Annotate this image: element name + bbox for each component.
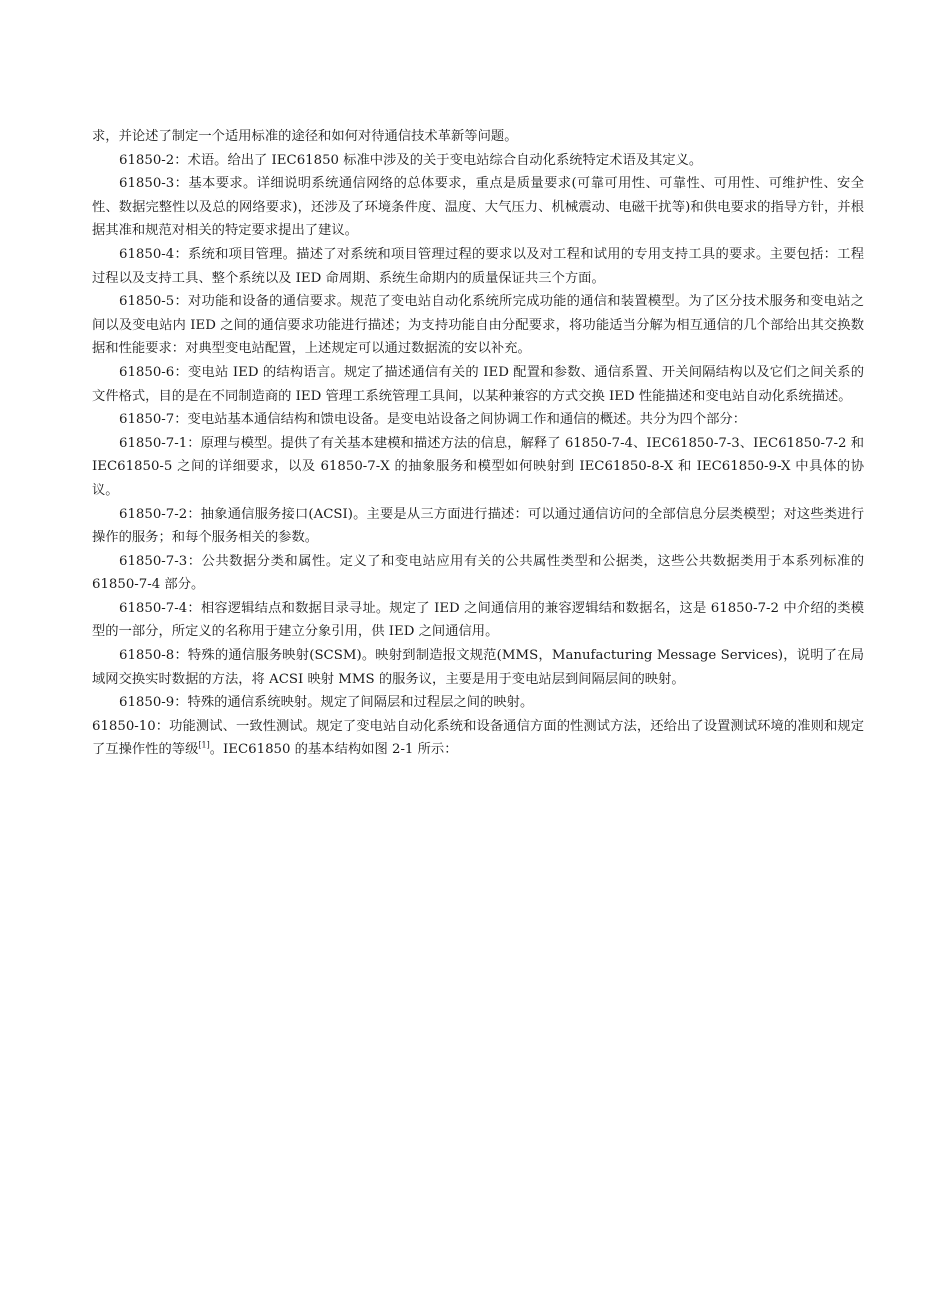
paragraph-61850-7-1: 61850-7-1：原理与模型。提供了有关基本建模和描述方法的信息，解释了 61850-7-4、IEC61850-7-3、IEC61850-7-2 和 IEC61850-5 之间的详细要求，以及 61850-7-X 的抽象服务和模型如何映射到 IEC61850-8-X 和 IEC61850-9-X 中具体的协议。 xyxy=(92,435,864,498)
paragraph-intro-tail: 求，并论述了制定一个适用标准的途径和如何对待通信技术革新等问题。 xyxy=(92,129,518,144)
paragraph-61850-3: 61850-3：基本要求。详细说明系统通信网络的总体要求，重点是质量要求(可靠可用性、可靠性、可用性、可维护性、安全性、数据完整性以及总的网络要求)，还涉及了环境条件度、温度、大气压力、机械震动、电磁干扰等)和供电要求的指导方针，并根据其准和规范对相关的特定要求提出了建议。 xyxy=(92,176,864,239)
citation-reference[interactable]: [1] xyxy=(198,741,210,751)
paragraph-61850-7: 61850-7：变电站基本通信结构和馈电设备。是变电站设备之间协调工作和通信的概述。共分为四个部分： xyxy=(119,412,747,428)
paragraph-61850-2: 61850-2：术语。给出了 IEC61850 标准中涉及的关于变电站综合自动化系统特定术语及其定义。 xyxy=(119,152,703,168)
paragraph-61850-9: 61850-9：特殊的通信系统映射。规定了间隔层和过程层之间的映射。 xyxy=(119,695,534,711)
paragraph-61850-5: 61850-5：对功能和设备的通信要求。规范了变电站自动化系统所完成功能的通信和装置模型。为了区分技术服务和变电站之间以及变电站内 IED 之间的通信要求功能进行描述；为支持功能自由分配要求，将功能适当分解为相互通信的几个部给出其交换数据和性能要求：对典型变电站配置，上述规定可以通过数据流的安以补充。 xyxy=(92,294,864,357)
paragraph-61850-10-tail: 。IEC61850 的基本结构如图 2-1 所示： xyxy=(209,742,458,758)
paragraph-61850-8: 61850-8：特殊的通信服务映射(SCSM)。映射到制造报文规范(MMS，Manufacturing Message Services)，说明了在局域网交换实时数据的方法，将 ACSI 映射 MMS 的服务议，主要是用于变电站层到间隔层间的映射。 xyxy=(92,648,864,687)
paragraph-61850-7-3: 61850-7-3：公共数据分类和属性。定义了和变电站应用有关的公共属性类型和公据类，这些公共数据类用于本系列标准的 61850-7-4 部分。 xyxy=(92,553,864,593)
paragraph-61850-7-2: 61850-7-2：抽象通信服务接口(ACSI)。主要是从三方面进行描述：可以通过通信访问的全部信息分层类模型；对这些类进行操作的服务；和每个服务相关的参数。 xyxy=(92,506,864,546)
paragraph-61850-6: 61850-6：变电站 IED 的结构语言。规定了描述通信有关的 IED 配置和参数、通信系置、开关间隔结构以及它们之间关系的文件格式，目的是在不同制造商的 IED 管理工系统管理工具间，以某种兼容的方式交换 IED 性能描述和变电站自动化系统描述。 xyxy=(92,364,864,404)
paragraph-61850-10-text: 61850-10：功能测试、一致性测试。规定了变电站自动化系统和设备通信方面的性测试方法，还给出了设置测试环境的准则和规定了互操作性的等级 xyxy=(92,718,864,758)
paragraph-61850-4: 61850-4：系统和项目管理。描述了对系统和项目管理过程的要求以及对工程和试用的专用支持工具的要求。主要包括：工程过程以及支持工具、整个系统以及 IED 命周期、系统生命期内的质量保证共三个方面。 xyxy=(92,246,864,286)
document-body xyxy=(92,125,864,762)
paragraph-61850-10 xyxy=(92,715,864,762)
paragraph-61850-7-4: 61850-7-4：相容逻辑结点和数据目录寻址。规定了 IED 之间通信用的兼容逻辑结和数据名，这是 61850-7-2 中介绍的类模型的一部分，所定义的名称用于建立分象引用，供 IED 之间通信用。 xyxy=(92,600,864,640)
